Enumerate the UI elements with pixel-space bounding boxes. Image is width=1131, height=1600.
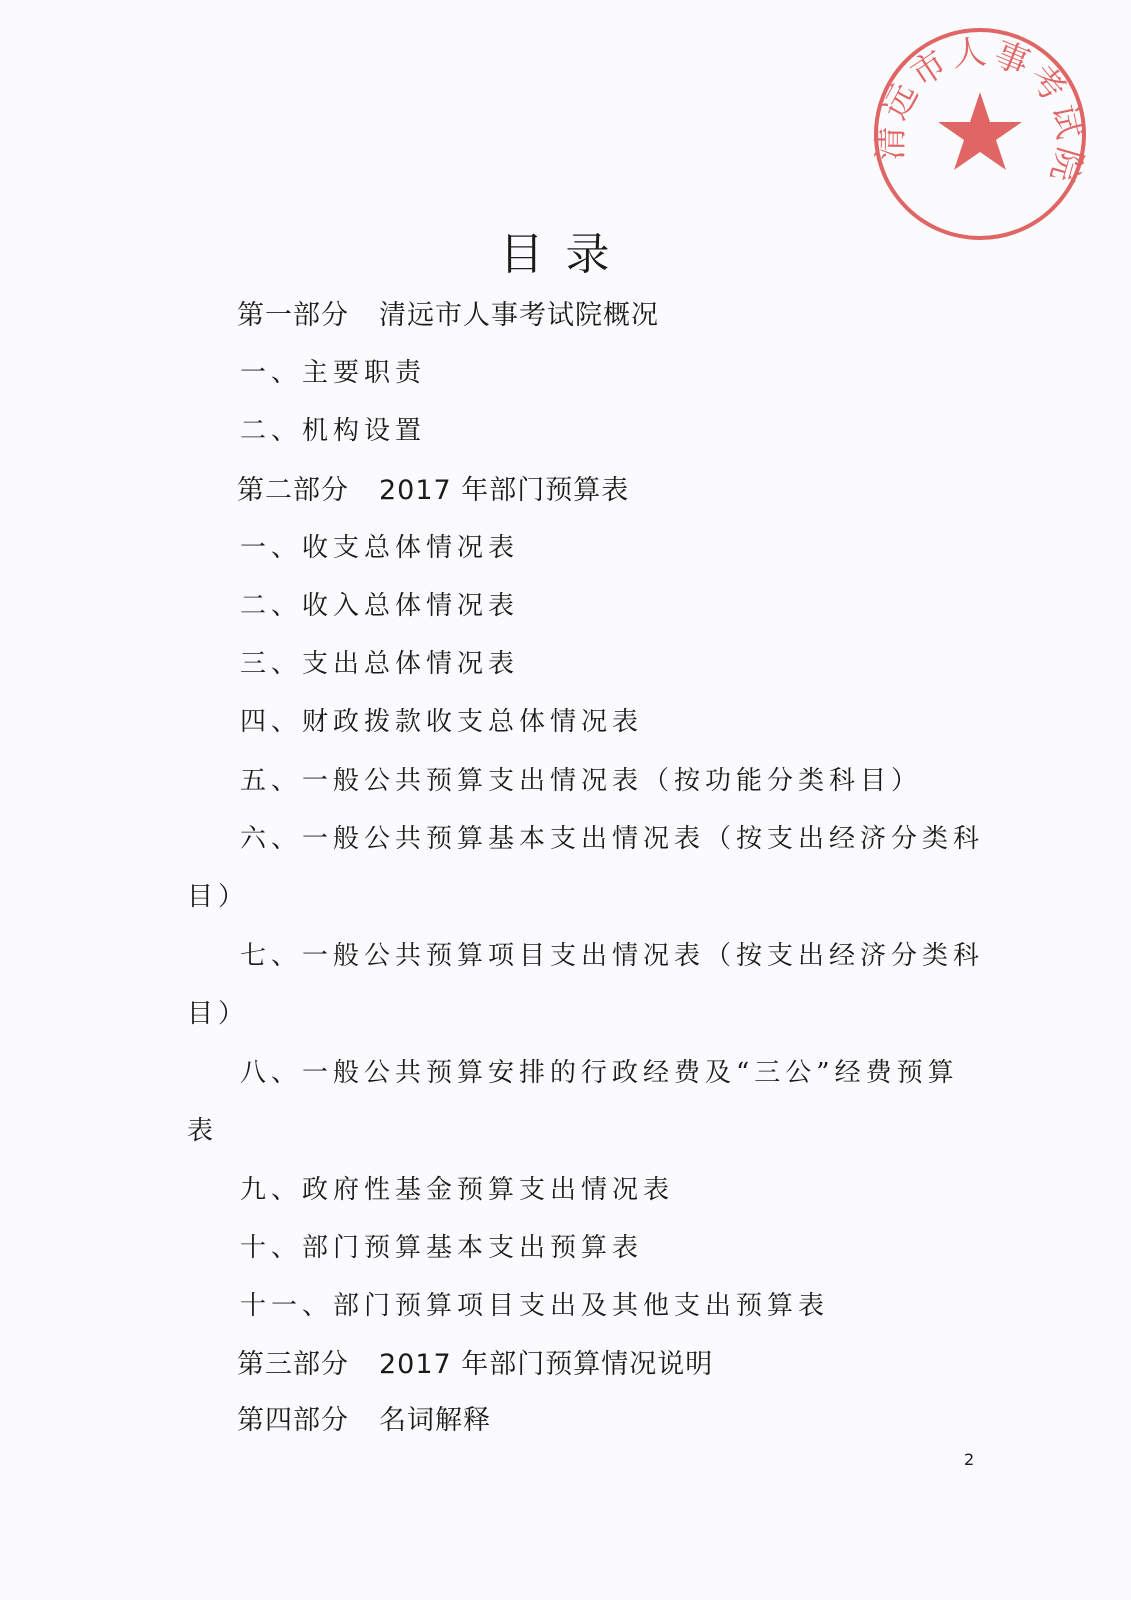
toc-part-4 bbox=[237, 1398, 491, 1437]
part-label: 第二部分 bbox=[237, 475, 349, 506]
toc-item: 十、部门预算基本支出预算表 bbox=[240, 1233, 644, 1263]
toc-item: 九、政府性基金预算支出情况表 bbox=[240, 1175, 675, 1205]
toc-item: 六、一般公共预算基本支出情况表（按支出经济分类科 bbox=[240, 824, 985, 854]
toc-item: 四、财政拨款收支总体情况表 bbox=[240, 707, 644, 737]
toc-part-1 bbox=[237, 293, 659, 332]
part-title: 2017 年部门预算表 bbox=[379, 475, 630, 506]
official-seal-stamp bbox=[868, 22, 1092, 246]
part-label: 第三部分 bbox=[237, 1349, 349, 1380]
toc-item: 一、主要职责 bbox=[240, 358, 427, 388]
toc-item: 二、收入总体情况表 bbox=[240, 591, 520, 621]
toc-item: 十一、部门预算项目支出及其他支出预算表 bbox=[240, 1291, 830, 1321]
part-title: 名词解释 bbox=[379, 1405, 491, 1436]
part-title: 清远市人事考试院概况 bbox=[379, 300, 659, 331]
seal-star-icon bbox=[938, 92, 1022, 170]
seal-text: 清远市人事考试院 bbox=[870, 31, 1091, 191]
toc-item: 五、一般公共预算支出情况表（按功能分类科目） bbox=[240, 766, 923, 796]
page-number: 2 bbox=[964, 1450, 975, 1469]
part-label: 第一部分 bbox=[237, 300, 349, 331]
toc-part-2 bbox=[237, 468, 629, 507]
toc-item-continuation: 目） bbox=[187, 882, 250, 912]
toc-item: 八、一般公共预算安排的行政经费及“三公”经费预算 bbox=[240, 1058, 959, 1088]
part-title: 2017 年部门预算情况说明 bbox=[379, 1349, 714, 1380]
toc-item: 二、机构设置 bbox=[240, 416, 427, 446]
toc-item: 一、收支总体情况表 bbox=[240, 533, 520, 563]
toc-item-continuation: 表 bbox=[187, 1116, 219, 1146]
toc-item: 三、支出总体情况表 bbox=[240, 649, 520, 679]
toc-part-3 bbox=[237, 1342, 713, 1381]
toc-item: 七、一般公共预算项目支出情况表（按支出经济分类科 bbox=[240, 941, 985, 971]
part-label: 第四部分 bbox=[237, 1405, 349, 1436]
page-title: 目录 bbox=[499, 229, 632, 280]
toc-item-continuation: 目） bbox=[187, 999, 250, 1029]
